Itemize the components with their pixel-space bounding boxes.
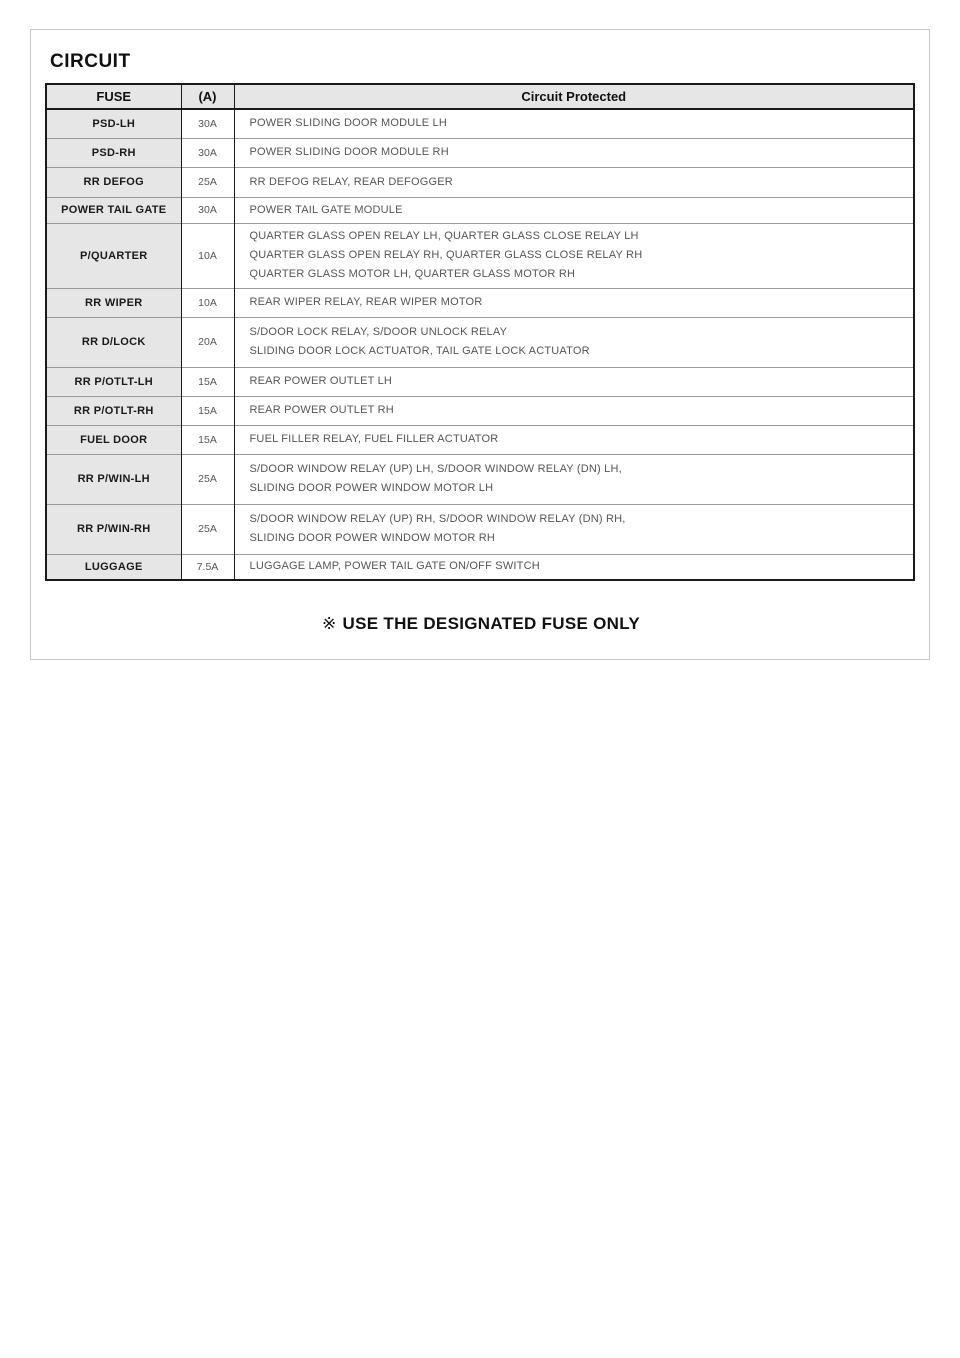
circuit-line: S/DOOR WINDOW RELAY (UP) RH, S/DOOR WINDOW RELAY (DN) RH,	[249, 513, 626, 525]
fuse-warning-note	[31, 614, 931, 634]
fuse-amperage-cell: 30A	[181, 138, 234, 167]
table-row	[46, 317, 914, 367]
table-row	[46, 504, 914, 554]
circuit-line: FUEL FILLER RELAY, FUEL FILLER ACTUATOR	[249, 433, 499, 445]
fuse-amperage-cell: 30A	[181, 109, 234, 138]
page-title: CIRCUIT	[50, 51, 131, 72]
fuse-name-cell: RR D/LOCK	[46, 317, 181, 367]
table-row	[46, 288, 914, 317]
table-header-row	[46, 84, 914, 109]
circuit-protected-cell	[234, 454, 914, 504]
circuit-line: SLIDING DOOR POWER WINDOW MOTOR LH	[249, 482, 494, 494]
fuse-name-cell: RR DEFOG	[46, 167, 181, 197]
fuse-amperage-cell: 15A	[181, 425, 234, 454]
fuse-amperage-cell: 15A	[181, 396, 234, 425]
circuit-line: POWER TAIL GATE MODULE	[249, 203, 403, 216]
circuit-line: POWER SLIDING DOOR MODULE RH	[249, 146, 449, 158]
circuit-protected-cell	[234, 167, 914, 197]
circuit-line: REAR POWER OUTLET LH	[249, 375, 393, 387]
fuse-name-cell: PSD-RH	[46, 138, 181, 167]
circuit-protected-cell	[234, 197, 914, 223]
circuit-protected-cell	[234, 554, 914, 580]
table-row	[46, 425, 914, 454]
circuit-protected-cell	[234, 288, 914, 317]
fuse-name-cell: PSD-LH	[46, 109, 181, 138]
reference-mark-icon: ※	[322, 614, 337, 633]
fuse-warning-text: USE THE DESIGNATED FUSE ONLY	[342, 614, 640, 633]
fuse-amperage-cell: 15A	[181, 367, 234, 396]
circuit-protected-cell	[234, 317, 914, 367]
table-row	[46, 167, 914, 197]
fuse-name-cell: POWER TAIL GATE	[46, 197, 181, 223]
circuit-panel	[30, 29, 930, 660]
circuit-protected-cell	[234, 425, 914, 454]
circuit-line: QUARTER GLASS MOTOR LH, QUARTER GLASS MOTOR RH	[249, 268, 576, 280]
table-row	[46, 197, 914, 223]
circuit-line: SLIDING DOOR POWER WINDOW MOTOR RH	[249, 532, 496, 544]
circuit-line: SLIDING DOOR LOCK ACTUATOR, TAIL GATE LOCK ACTUATOR	[249, 345, 590, 357]
fuse-name-cell: RR P/OTLT-LH	[46, 367, 181, 396]
circuit-protected-cell	[234, 367, 914, 396]
circuit-line: REAR WIPER RELAY, REAR WIPER MOTOR	[249, 296, 483, 308]
circuit-protected-cell	[234, 138, 914, 167]
circuit-line: LUGGAGE LAMP, POWER TAIL GATE ON/OFF SWITCH	[249, 560, 540, 573]
circuit-protected-cell	[234, 109, 914, 138]
circuit-protected-cell	[234, 504, 914, 554]
column-header-fuse: FUSE	[46, 84, 181, 109]
fuse-amperage-cell: 7.5A	[181, 554, 234, 580]
table-row	[46, 367, 914, 396]
column-header-circuit: Circuit Protected	[234, 84, 914, 109]
circuit-line: REAR POWER OUTLET RH	[249, 404, 394, 416]
fuse-amperage-cell: 25A	[181, 454, 234, 504]
table-row	[46, 554, 914, 580]
table-row	[46, 454, 914, 504]
circuit-protected-cell	[234, 223, 914, 288]
circuit-line: S/DOOR WINDOW RELAY (UP) LH, S/DOOR WINDOW RELAY (DN) LH,	[249, 463, 622, 475]
fuse-name-cell: RR P/WIN-RH	[46, 504, 181, 554]
fuse-amperage-cell: 20A	[181, 317, 234, 367]
table-row	[46, 138, 914, 167]
fuse-name-cell: LUGGAGE	[46, 554, 181, 580]
circuit-line: POWER SLIDING DOOR MODULE LH	[249, 117, 448, 130]
fuse-amperage-cell: 30A	[181, 197, 234, 223]
table-row	[46, 223, 914, 288]
fuse-amperage-cell: 25A	[181, 504, 234, 554]
fuse-name-cell: RR P/WIN-LH	[46, 454, 181, 504]
fuse-table	[45, 83, 915, 581]
fuse-name-cell: FUEL DOOR	[46, 425, 181, 454]
circuit-line: S/DOOR LOCK RELAY, S/DOOR UNLOCK RELAY	[249, 326, 508, 338]
circuit-line: RR DEFOG RELAY, REAR DEFOGGER	[249, 175, 453, 188]
table-row	[46, 109, 914, 138]
fuse-amperage-cell: 10A	[181, 288, 234, 317]
fuse-amperage-cell: 10A	[181, 223, 234, 288]
circuit-line: QUARTER GLASS OPEN RELAY RH, QUARTER GLASS CLOSE RELAY RH	[249, 249, 643, 261]
fuse-name-cell: RR WIPER	[46, 288, 181, 317]
table-row	[46, 396, 914, 425]
fuse-name-cell: P/QUARTER	[46, 223, 181, 288]
fuse-name-cell: RR P/OTLT-RH	[46, 396, 181, 425]
column-header-amps: (A)	[181, 84, 234, 109]
circuit-line: QUARTER GLASS OPEN RELAY LH, QUARTER GLASS CLOSE RELAY LH	[249, 230, 639, 242]
circuit-protected-cell	[234, 396, 914, 425]
fuse-amperage-cell: 25A	[181, 167, 234, 197]
